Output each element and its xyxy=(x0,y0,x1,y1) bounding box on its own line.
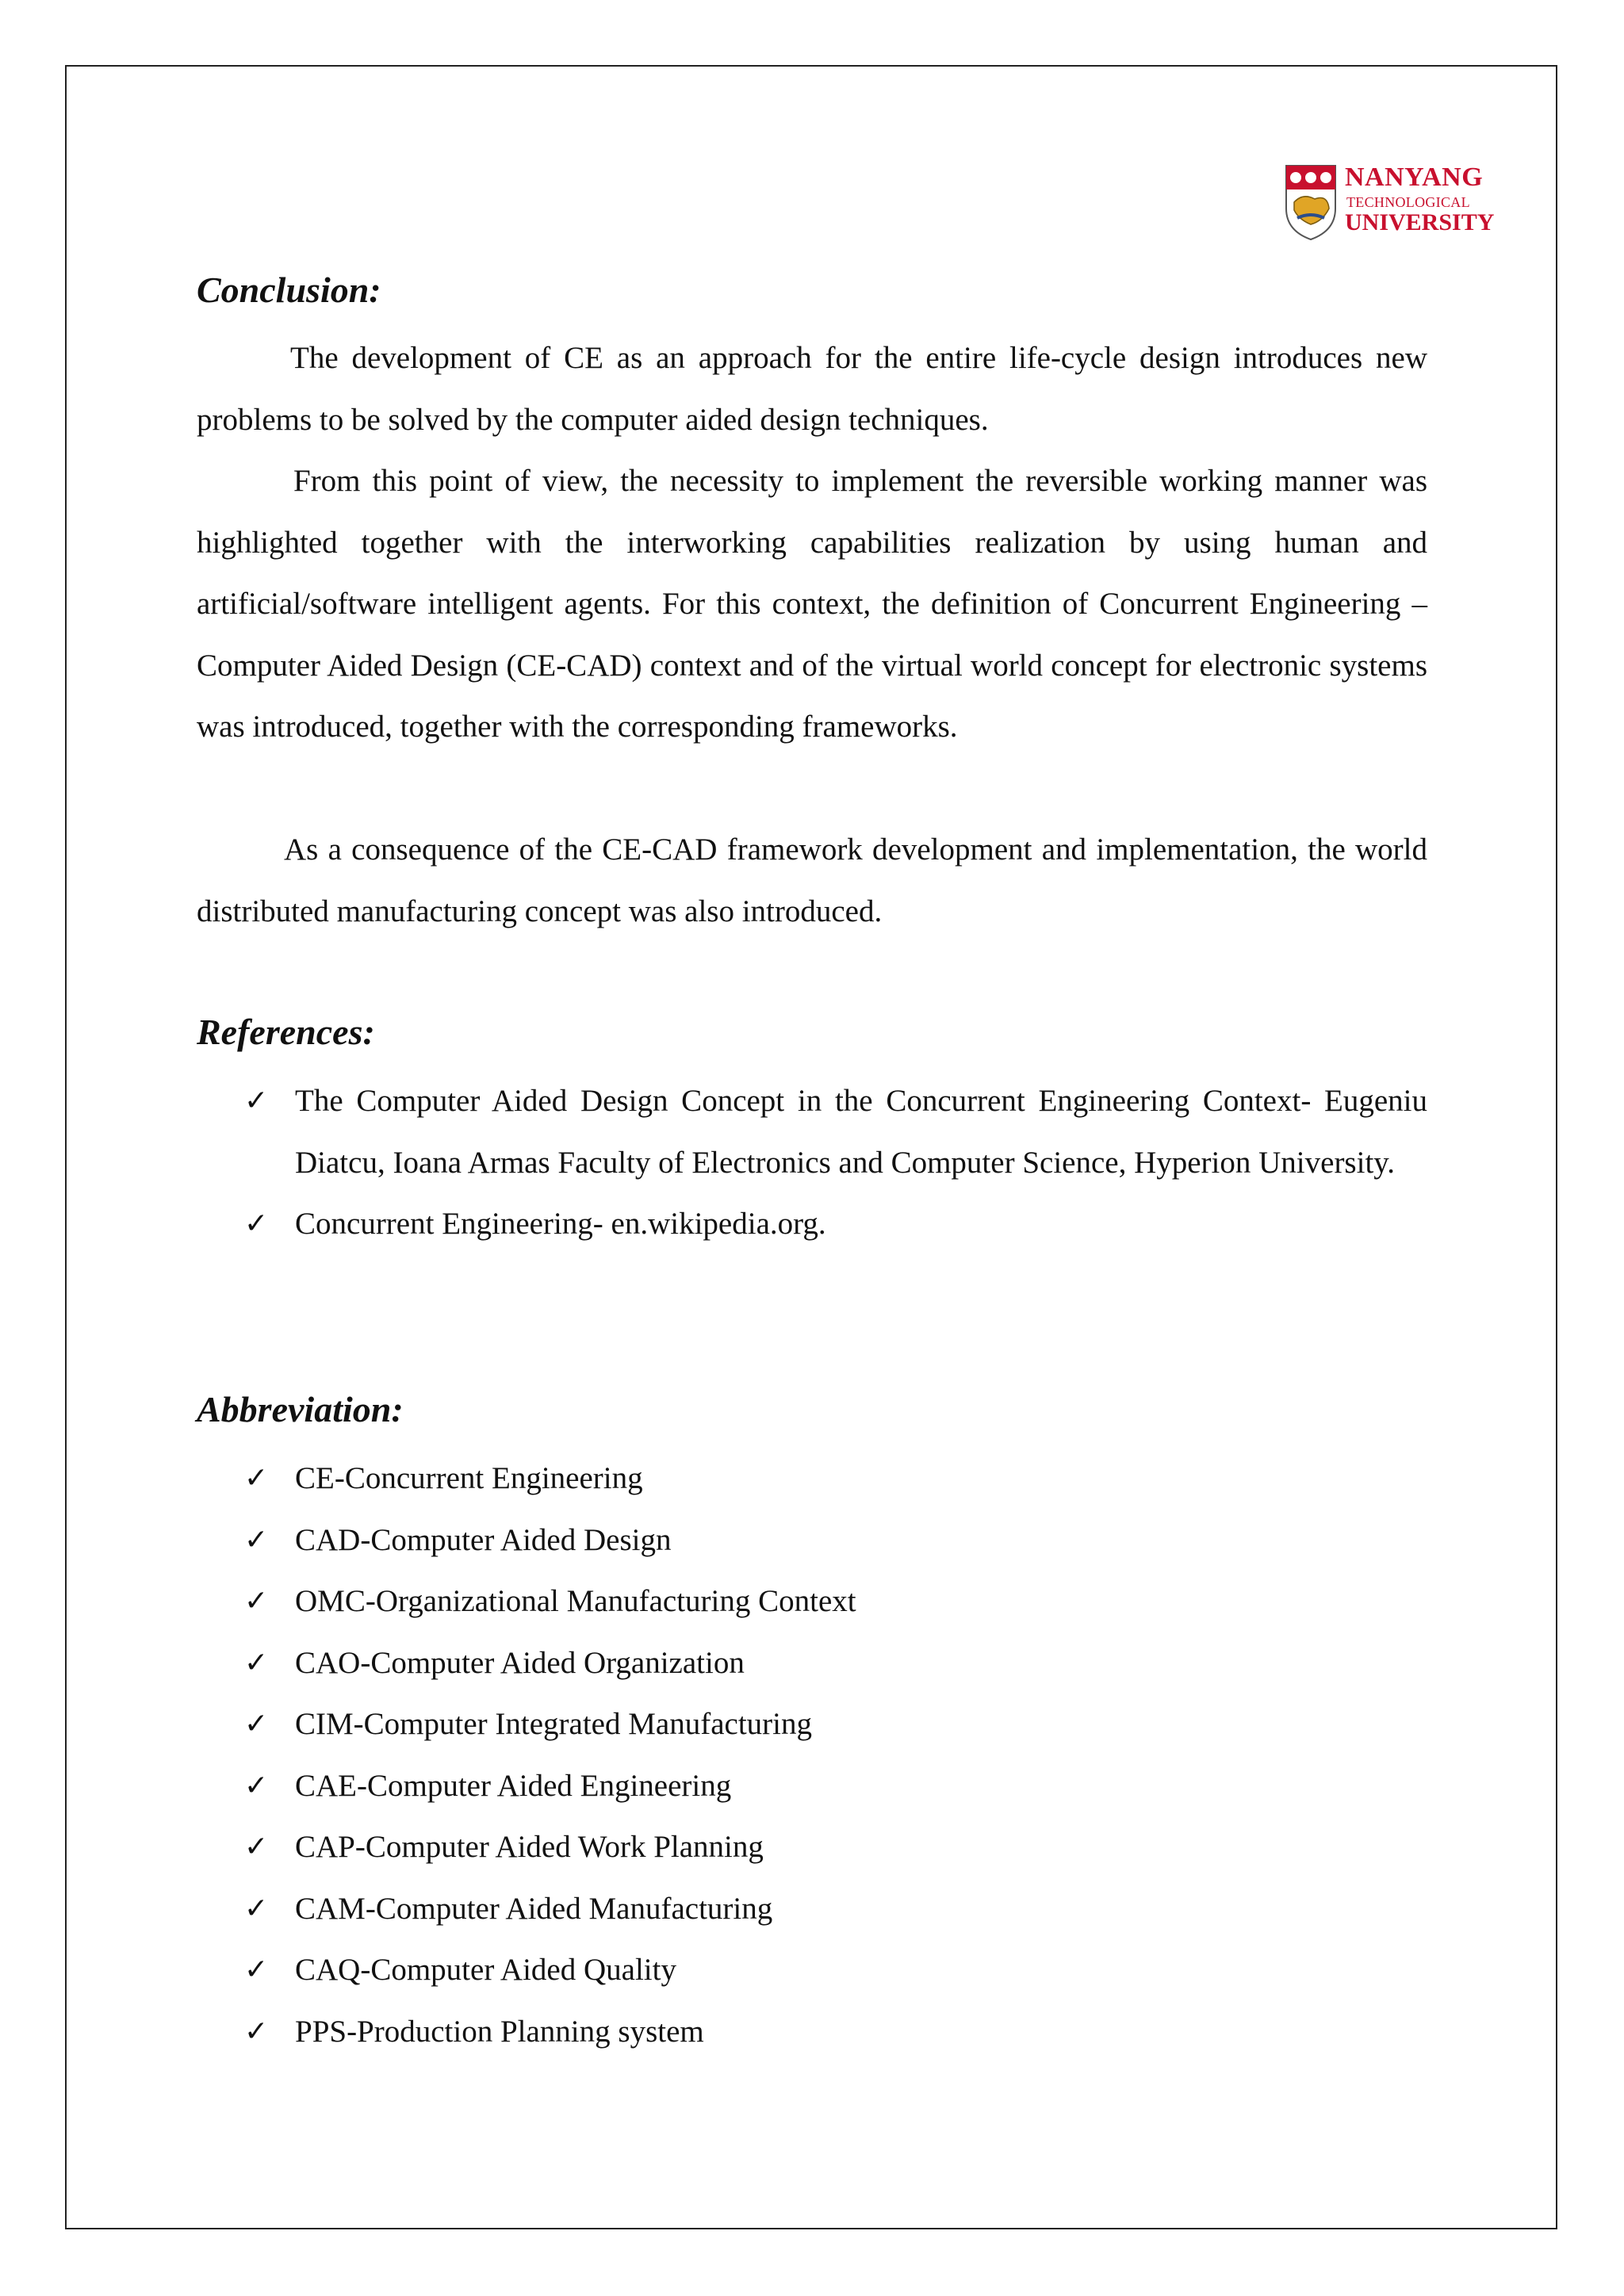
abbreviation-text: CAO-Computer Aided Organization xyxy=(295,1645,745,1680)
reference-item xyxy=(197,1193,1427,1255)
crest-icon xyxy=(1283,163,1339,242)
reference-text: Concurrent Engineering- en.wikipedia.org. xyxy=(295,1207,826,1241)
abbreviation-item xyxy=(197,1693,1427,1755)
abbreviation-text: CAD-Computer Aided Design xyxy=(295,1522,672,1557)
abbreviation-text: CAE-Computer Aided Engineering xyxy=(295,1768,732,1803)
logo-line-nanyang: NANYANG xyxy=(1345,163,1484,192)
checkmark-icon: ✓ xyxy=(244,1708,269,1740)
checkmark-icon: ✓ xyxy=(244,1954,269,1986)
references-heading: References: xyxy=(197,1012,375,1052)
logo-line-university: UNIVERSITY xyxy=(1345,209,1495,235)
checkmark-icon: ✓ xyxy=(244,2015,269,2048)
abbreviation-item xyxy=(197,1939,1427,2001)
checkmark-icon: ✓ xyxy=(244,1585,269,1617)
abbreviation-item xyxy=(197,2001,1427,2063)
abbreviation-item xyxy=(197,1632,1427,1694)
checkmark-icon: ✓ xyxy=(244,1646,269,1679)
abbreviation-text: OMC-Organizational Manufacturing Context xyxy=(295,1584,856,1618)
abbreviation-text: CAP-Computer Aided Work Planning xyxy=(295,1830,764,1864)
abbreviation-item xyxy=(197,1878,1427,1940)
abbreviation-item xyxy=(197,1816,1427,1878)
conclusion-paragraph-1: The development of CE as an approach for the entire life-cycle design introduces new problems to be solved by the computer aided design techniques. xyxy=(197,341,1427,437)
abbreviation-text: CAM-Computer Aided Manufacturing xyxy=(295,1891,773,1926)
abbreviation-item xyxy=(197,1510,1427,1571)
abbreviation-item xyxy=(197,1448,1427,1510)
reference-item xyxy=(197,1070,1427,1193)
checkmark-icon: ✓ xyxy=(244,1523,269,1556)
abbreviation-text: CE-Concurrent Engineering xyxy=(295,1461,643,1495)
conclusion-paragraph-2: From this point of view, the necessity to implement the reversible working manner was highlighted together with the interworking capabilities realization by using human and artificial/software intelligent agents. For this context, the definition of Concurrent Engineering – Computer Aided Design (CE-CAD) context and of the virtual world concept for electronic systems was introduced, together with the corresponding frameworks. xyxy=(197,464,1427,744)
abbreviation-heading: Abbreviation: xyxy=(197,1389,404,1429)
abbreviation-text: CAQ-Computer Aided Quality xyxy=(295,1953,676,1987)
checkmark-icon: ✓ xyxy=(244,1085,269,1117)
checkmark-icon: ✓ xyxy=(244,1892,269,1925)
checkmark-icon: ✓ xyxy=(244,1769,269,1802)
university-logo xyxy=(1283,163,1495,242)
abbreviation-text: CIM-Computer Integrated Manufacturing xyxy=(295,1707,812,1741)
checkmark-icon: ✓ xyxy=(244,1831,269,1863)
reference-text: The Computer Aided Design Concept in the Concurrent Engineering Context- Eugeniu Diatcu, Ioana Armas Faculty of Electronics and Computer Science, Hyperion University. xyxy=(295,1084,1427,1180)
conclusion-heading: Conclusion: xyxy=(197,270,381,310)
checkmark-icon: ✓ xyxy=(244,1462,269,1494)
abbreviation-list xyxy=(197,1448,1427,2062)
abbreviation-item xyxy=(197,1755,1427,1817)
conclusion-paragraph-3: As a consequence of the CE-CAD framework development and implementation, the world distributed manufacturing concept was also introduced. xyxy=(197,832,1427,928)
checkmark-icon: ✓ xyxy=(244,1207,269,1240)
logo-line-technological: TECHNOLOGICAL xyxy=(1346,194,1470,210)
abbreviation-text: PPS-Production Planning system xyxy=(295,2014,704,2049)
abbreviation-item xyxy=(197,1571,1427,1632)
references-list xyxy=(197,1070,1427,1255)
